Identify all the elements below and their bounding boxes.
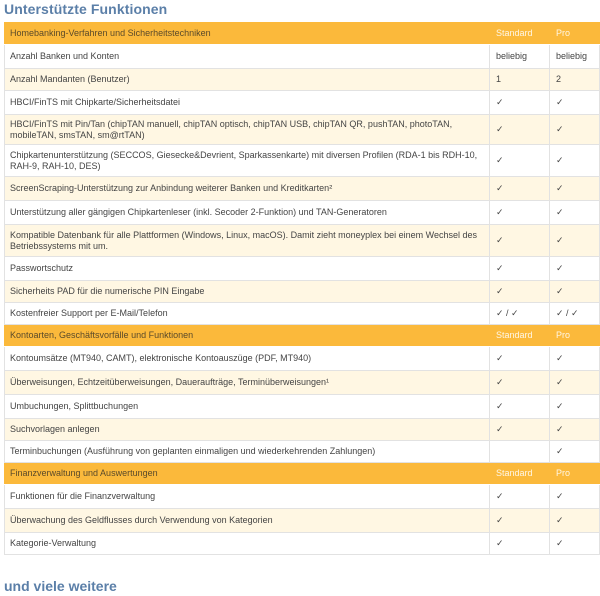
table-row (5, 303, 600, 325)
feature-label: HBCI/FinTS mit Chipkarte/Sicherheitsdatei (5, 91, 490, 115)
table-row (5, 257, 600, 281)
feature-label: Kategorie-Verwaltung (5, 533, 490, 555)
standard-value: ✓ (490, 225, 550, 257)
feature-table (4, 22, 600, 555)
feature-label: Terminbuchungen (Ausführung von geplanten einmaligen und wiederkehrenden Zahlungen) (5, 441, 490, 463)
feature-label: Chipkartenunterstützung (SECCOS, Giesecke&Devrient, Sparkassenkarte) mit diversen Profilen (RDA-1 bis RDH-10, RAH-9, RAH-10, DES) (5, 145, 490, 177)
section-title: Finanzverwaltung und Auswertungen (5, 463, 490, 485)
table-row (5, 225, 600, 257)
table-row (5, 419, 600, 441)
pro-value: ✓ (550, 225, 600, 257)
feature-label: Kostenfreier Support per E-Mail/Telefon (5, 303, 490, 325)
feature-table-body (5, 23, 600, 555)
pro-value: ✓ (550, 257, 600, 281)
feature-label: Anzahl Banken und Konten (5, 45, 490, 69)
standard-value: ✓ (490, 509, 550, 533)
table-row (5, 533, 600, 555)
section-header (5, 23, 600, 45)
standard-value: ✓ (490, 115, 550, 145)
section-title: Homebanking-Verfahren und Sicherheitstechniken (5, 23, 490, 45)
feature-label: Kontoumsätze (MT940, CAMT), elektronische Kontoauszüge (PDF, MT940) (5, 347, 490, 371)
pro-value: ✓ (550, 441, 600, 463)
standard-value: ✓ (490, 91, 550, 115)
table-row (5, 281, 600, 303)
feature-label: Kompatible Datenbank für alle Plattformen (Windows, Linux, macOS). Damit zieht moneyplex bei einem Wechsel des Betriebssystems mit um. (5, 225, 490, 257)
standard-value: ✓ (490, 177, 550, 201)
feature-label: Umbuchungen, Splittbuchungen (5, 395, 490, 419)
table-row (5, 371, 600, 395)
feature-label: Sicherheits PAD für die numerische PIN Eingabe (5, 281, 490, 303)
column-header-standard: Standard (490, 325, 550, 347)
table-row (5, 91, 600, 115)
standard-value: ✓ (490, 281, 550, 303)
column-header-standard: Standard (490, 463, 550, 485)
pro-value: ✓ (550, 281, 600, 303)
page-title: Unterstützte Funktionen (4, 1, 168, 17)
table-row (5, 145, 600, 177)
standard-value: ✓ (490, 485, 550, 509)
pro-value: beliebig (550, 45, 600, 69)
feature-label: HBCI/FinTS mit Pin/Tan (chipTAN manuell, chipTAN optisch, chipTAN USB, chipTAN QR, pushTAN, photoTAN, mobileTAN, smsTAN, sm@rtTAN) (5, 115, 490, 145)
table-row (5, 509, 600, 533)
table-row (5, 177, 600, 201)
section-header (5, 463, 600, 485)
pro-value: ✓ (550, 347, 600, 371)
standard-value: ✓ (490, 257, 550, 281)
standard-value: ✓ (490, 201, 550, 225)
footer-heading: und viele weitere (4, 578, 117, 594)
standard-value: ✓ (490, 145, 550, 177)
pro-value: ✓ (550, 201, 600, 225)
table-row (5, 201, 600, 225)
feature-label: Überwachung des Geldflusses durch Verwendung von Kategorien (5, 509, 490, 533)
column-header-standard: Standard (490, 23, 550, 45)
standard-value: beliebig (490, 45, 550, 69)
table-row (5, 69, 600, 91)
column-header-pro: Pro (550, 23, 600, 45)
table-row (5, 395, 600, 419)
standard-value (490, 441, 550, 463)
pro-value: ✓ / ✓ (550, 303, 600, 325)
feature-label: Suchvorlagen anlegen (5, 419, 490, 441)
table-row (5, 485, 600, 509)
pro-value: ✓ (550, 115, 600, 145)
feature-label: Funktionen für die Finanzverwaltung (5, 485, 490, 509)
column-header-pro: Pro (550, 463, 600, 485)
pro-value: ✓ (550, 145, 600, 177)
pro-value: ✓ (550, 177, 600, 201)
pro-value: ✓ (550, 419, 600, 441)
standard-value: 1 (490, 69, 550, 91)
table-row (5, 347, 600, 371)
column-header-pro: Pro (550, 325, 600, 347)
standard-value: ✓ (490, 371, 550, 395)
pro-value: 2 (550, 69, 600, 91)
feature-label: ScreenScraping-Unterstützung zur Anbindung weiterer Banken und Kreditkarten² (5, 177, 490, 201)
feature-label: Passwortschutz (5, 257, 490, 281)
table-row (5, 45, 600, 69)
table-row (5, 115, 600, 145)
pro-value: ✓ (550, 371, 600, 395)
standard-value: ✓ (490, 347, 550, 371)
standard-value: ✓ / ✓ (490, 303, 550, 325)
section-title: Kontoarten, Geschäftsvorfälle und Funktionen (5, 325, 490, 347)
standard-value: ✓ (490, 395, 550, 419)
standard-value: ✓ (490, 419, 550, 441)
pro-value: ✓ (550, 91, 600, 115)
pro-value: ✓ (550, 485, 600, 509)
standard-value: ✓ (490, 533, 550, 555)
feature-label: Unterstützung aller gängigen Chipkartenleser (inkl. Secoder 2-Funktion) und TAN-Generatoren (5, 201, 490, 225)
section-header (5, 325, 600, 347)
feature-label: Überweisungen, Echtzeitüberweisungen, Daueraufträge, Terminüberweisungen¹ (5, 371, 490, 395)
pro-value: ✓ (550, 395, 600, 419)
table-row (5, 441, 600, 463)
pro-value: ✓ (550, 509, 600, 533)
pro-value: ✓ (550, 533, 600, 555)
feature-label: Anzahl Mandanten (Benutzer) (5, 69, 490, 91)
